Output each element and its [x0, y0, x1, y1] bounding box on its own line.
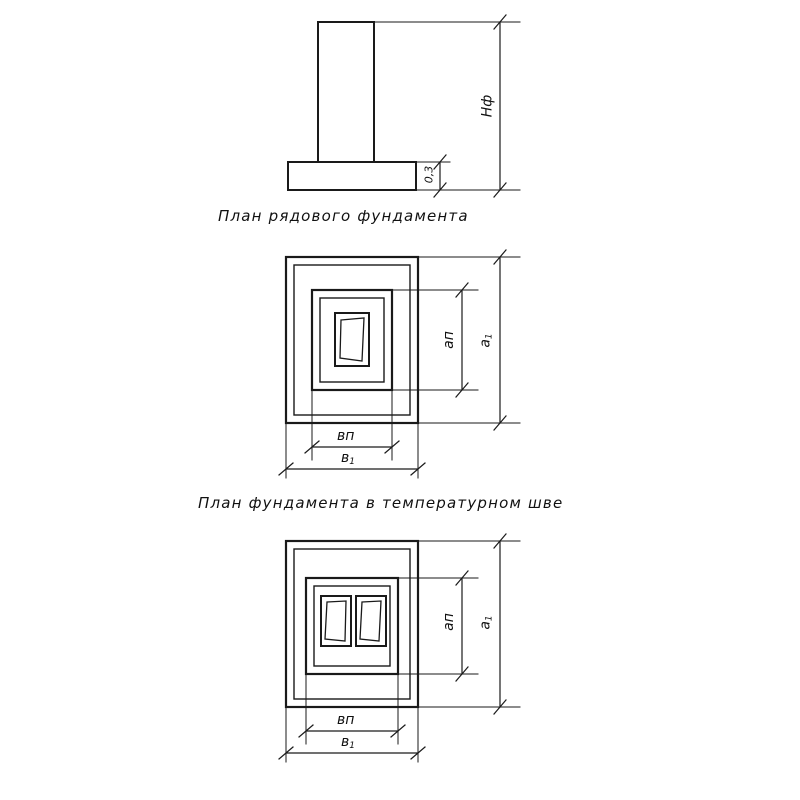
dim-label-03: 0,3	[422, 165, 436, 184]
dim-line-hf	[494, 15, 506, 197]
dim-label-a1-plan2: $а_1$	[477, 615, 495, 630]
plan1-socket	[335, 313, 369, 366]
section-column	[318, 22, 374, 162]
dim-label-hf: Hф	[479, 94, 496, 118]
section-footing-slab	[288, 162, 416, 190]
plan2-socket-right	[356, 596, 386, 646]
dim-line-03	[434, 155, 446, 197]
dim-label-vp-plan1: вп	[337, 428, 355, 444]
caption-plan-expansion-joint: План фундамента в температурном шве	[198, 494, 564, 512]
plan2-socket-left	[321, 596, 351, 646]
caption-plan-ordinary: План рядового фундамента	[218, 207, 469, 225]
dim-label-vp-plan2: вп	[337, 712, 355, 728]
dim-label-v1-plan1: $в_1$	[341, 450, 355, 467]
dim-label-ap-plan1: ап	[440, 331, 457, 349]
dim-label-v1-plan2: $в_1$	[341, 734, 355, 751]
dim-label-ap-plan2: ап	[440, 613, 457, 631]
dim-label-a1-plan1: $а_1$	[477, 333, 495, 348]
